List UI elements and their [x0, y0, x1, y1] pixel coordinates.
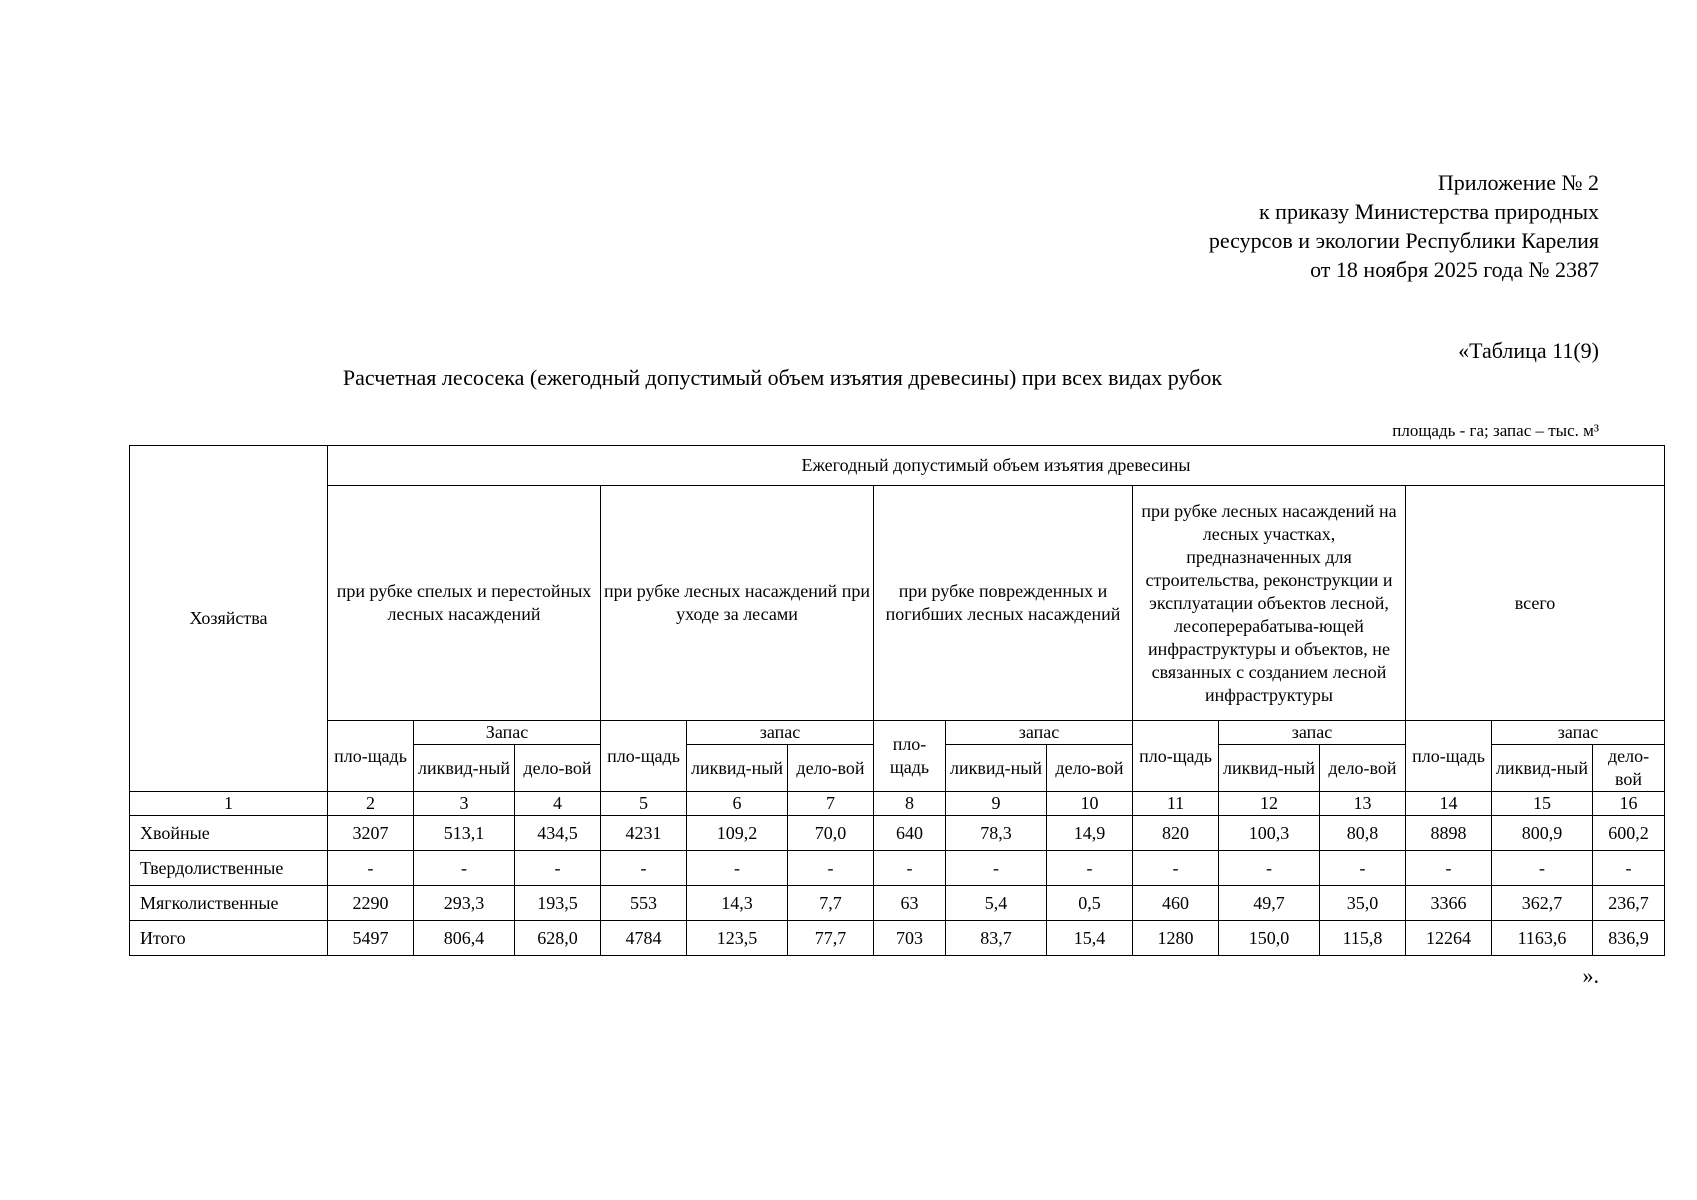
table-body	[130, 446, 1665, 956]
table-cell: 434,5	[515, 816, 601, 851]
header-stock: запас	[946, 721, 1133, 745]
column-number: 5	[601, 792, 687, 816]
table-cell: 4231	[601, 816, 687, 851]
table-row	[130, 816, 1665, 851]
table-cell: 100,3	[1219, 816, 1320, 851]
header-row-groups	[130, 486, 1665, 721]
row-label: Хвойные	[130, 816, 328, 851]
row-label: Твердолиственные	[130, 851, 328, 886]
column-number: 9	[946, 792, 1047, 816]
table-cell: -	[1133, 851, 1219, 886]
table-cell: -	[788, 851, 874, 886]
header-area: пло-щадь	[874, 721, 946, 792]
header-business: дело-вой	[515, 745, 601, 792]
table-cell: -	[414, 851, 515, 886]
table-cell: -	[1593, 851, 1665, 886]
table-cell: -	[946, 851, 1047, 886]
table-cell: -	[328, 851, 414, 886]
table-cell: 70,0	[788, 816, 874, 851]
column-number: 14	[1406, 792, 1492, 816]
table-cell: -	[874, 851, 946, 886]
table-cell: 236,7	[1593, 886, 1665, 921]
table-cell: 3366	[1406, 886, 1492, 921]
table-cell: -	[1047, 851, 1133, 886]
table-cell: -	[601, 851, 687, 886]
header-business: дело-вой	[1593, 745, 1665, 792]
table-cell: 83,7	[946, 921, 1047, 956]
table-cell: 77,7	[788, 921, 874, 956]
table-cell: 293,3	[414, 886, 515, 921]
table-cell: 8898	[1406, 816, 1492, 851]
header-stock: запас	[1219, 721, 1406, 745]
row-label: Мягколиственные	[130, 886, 328, 921]
header-group-total: всего	[1406, 486, 1665, 721]
table-cell: 15,4	[1047, 921, 1133, 956]
table-cell: 49,7	[1219, 886, 1320, 921]
table-reference: «Таблица 11(9)	[1458, 338, 1599, 363]
table-cell: -	[1492, 851, 1593, 886]
header-stock: запас	[1492, 721, 1665, 745]
table-cell: 193,5	[515, 886, 601, 921]
table-cell: 553	[601, 886, 687, 921]
table-cell: 4784	[601, 921, 687, 956]
header-business: дело-вой	[788, 745, 874, 792]
table-cell: -	[515, 851, 601, 886]
table-cell: 800,9	[1492, 816, 1593, 851]
row-label: Итого	[130, 921, 328, 956]
appendix-line-1: Приложение № 2	[1437, 170, 1599, 195]
header-liquid: ликвид-ный	[946, 745, 1047, 792]
header-area: пло-щадь	[328, 721, 414, 792]
header-area: пло-щадь	[601, 721, 687, 792]
header-area: пло-щадь	[1406, 721, 1492, 792]
table-cell: 513,1	[414, 816, 515, 851]
table-cell: 1280	[1133, 921, 1219, 956]
table-cell: 5,4	[946, 886, 1047, 921]
table-cell: -	[1406, 851, 1492, 886]
table-cell: 14,9	[1047, 816, 1133, 851]
table-row	[130, 886, 1665, 921]
column-number: 11	[1133, 792, 1219, 816]
column-number: 7	[788, 792, 874, 816]
column-number: 1	[130, 792, 328, 816]
column-number: 16	[1593, 792, 1665, 816]
table-cell: 7,7	[788, 886, 874, 921]
header-business: дело-вой	[1320, 745, 1406, 792]
table-cell: 836,9	[1593, 921, 1665, 956]
header-liquid: ликвид-ный	[1492, 745, 1593, 792]
column-number: 3	[414, 792, 515, 816]
column-number: 15	[1492, 792, 1593, 816]
table-cell: 5497	[328, 921, 414, 956]
header-area: пло-щадь	[1133, 721, 1219, 792]
closing-quote: ».	[1582, 963, 1599, 988]
table-cell: 640	[874, 816, 946, 851]
header-liquid: ликвид-ный	[1219, 745, 1320, 792]
table-cell: 460	[1133, 886, 1219, 921]
table-cell: 150,0	[1219, 921, 1320, 956]
header-liquid: ликвид-ный	[687, 745, 788, 792]
table-cell: 123,5	[687, 921, 788, 956]
column-number: 4	[515, 792, 601, 816]
header-farms: Хозяйства	[130, 446, 328, 792]
table-cell: -	[1219, 851, 1320, 886]
column-number-row	[130, 792, 1665, 816]
table-row	[130, 921, 1665, 956]
column-number: 10	[1047, 792, 1133, 816]
table-cell: 806,4	[414, 921, 515, 956]
table-row	[130, 851, 1665, 886]
header-group-mature: при рубке спелых и перестойных лесных насаждений	[328, 486, 601, 721]
appendix-line-4: от 18 ноября 2025 года № 2387	[1310, 257, 1599, 282]
table-cell: 63	[874, 886, 946, 921]
appendix-line-2: к приказу Министерства природных	[1258, 199, 1599, 224]
table-cell: 2290	[328, 886, 414, 921]
table-cell: 3207	[328, 816, 414, 851]
header-row-top	[130, 446, 1665, 486]
header-business: дело-вой	[1047, 745, 1133, 792]
header-group-damaged: при рубке поврежденных и погибших лесных насаждений	[874, 486, 1133, 721]
appendix-line-3: ресурсов и экологии Республики Карелия	[1208, 228, 1599, 253]
table-cell: 1163,6	[1492, 921, 1593, 956]
table-cell: 115,8	[1320, 921, 1406, 956]
table-cell: -	[1320, 851, 1406, 886]
table-cell: 600,2	[1593, 816, 1665, 851]
header-stock: Запас	[414, 721, 601, 745]
column-number: 12	[1219, 792, 1320, 816]
table-cell: 109,2	[687, 816, 788, 851]
table-cell: 703	[874, 921, 946, 956]
header-liquid: ликвид-ный	[414, 745, 515, 792]
header-stock: запас	[687, 721, 874, 745]
header-row-stock	[130, 721, 1665, 745]
table-cell: -	[687, 851, 788, 886]
table-cell: 35,0	[1320, 886, 1406, 921]
header-group-thinning: при рубке лесных насаждений при уходе за лесами	[601, 486, 874, 721]
column-number: 2	[328, 792, 414, 816]
column-number: 8	[874, 792, 946, 816]
header-group-infrastructure: при рубке лесных насаждений на лесных участках, предназначенных для строительства, реконструкции и эксплуатации объектов лесной, лесоперерабатыва-ющей инфраструктуры и объектов, не связанных с созданием лесной инфраструктуры	[1133, 486, 1406, 721]
table-cell: 78,3	[946, 816, 1047, 851]
header-annual-volume: Ежегодный допустимый объем изъятия древесины	[328, 446, 1665, 486]
table-cell: 14,3	[687, 886, 788, 921]
allowable-cut-table	[129, 445, 1665, 956]
table-cell: 0,5	[1047, 886, 1133, 921]
column-number: 13	[1320, 792, 1406, 816]
column-number: 6	[687, 792, 788, 816]
document-title: Расчетная лесосека (ежегодный допустимый объем изъятия древесины) при всех видах рубок	[342, 365, 1223, 390]
table-cell: 820	[1133, 816, 1219, 851]
units-note: площадь - га; запас – тыс. м³	[1392, 421, 1599, 440]
appendix-header	[1209, 168, 1599, 284]
table-cell: 12264	[1406, 921, 1492, 956]
table-cell: 80,8	[1320, 816, 1406, 851]
table-cell: 628,0	[515, 921, 601, 956]
table-cell: 362,7	[1492, 886, 1593, 921]
